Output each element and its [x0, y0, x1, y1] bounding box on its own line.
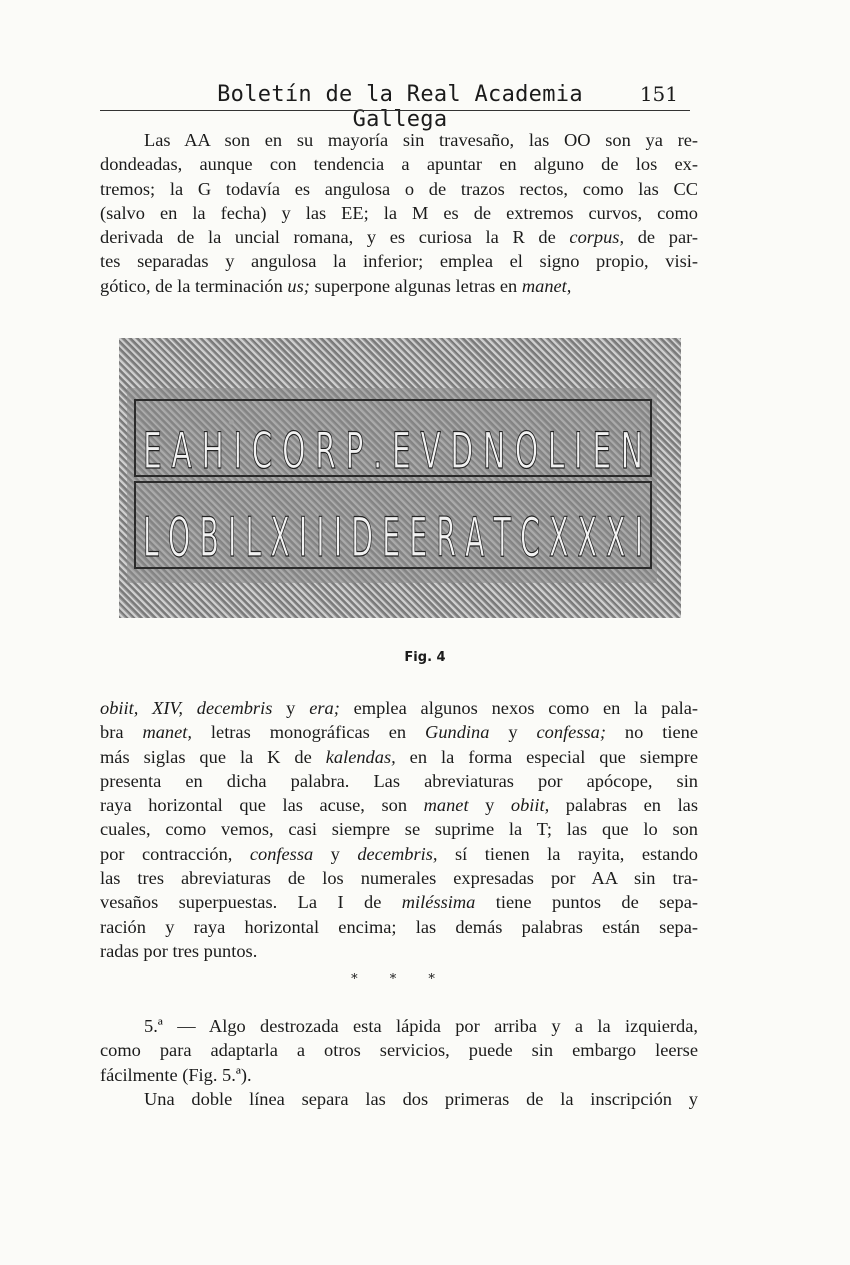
text-line: como para adaptarla a otros servicios, puede sin embargo leerse: [100, 1040, 698, 1061]
text-line: bra manet, letras monográficas en Gundina y confessa; no tiene: [100, 722, 699, 743]
running-header: [100, 76, 700, 132]
text-line: ración y raya horizontal encima; las demás palabras están sepa-: [100, 916, 698, 937]
stone-inscription-figure: [119, 338, 681, 618]
text-line: más siglas que la K de kalendas, en la forma especial que siempre: [100, 746, 698, 767]
text-line: tremos; la G todavía es angulosa o de trazos rectos, como las CC: [100, 178, 698, 199]
paragraph-double-line: [100, 1087, 698, 1111]
paragraph-abbreviations: [100, 696, 698, 963]
text-line: raya horizontal que las acuse, son manet y obiit, palabras en las: [100, 795, 699, 816]
text-line: derivada de la uncial romana, y es curiosa la R de corpus, de par-: [100, 227, 698, 248]
text-line: (salvo en la fecha) y las EE; la M es de extremos curvos, como: [100, 202, 698, 223]
running-title: Boletín de la Real Academia Gallega: [217, 82, 583, 132]
text-line: radas por tres puntos.: [100, 940, 258, 961]
paragraph-letter-forms: [100, 128, 698, 298]
text-line: Una doble línea separa las dos primeras de la inscripción y: [144, 1089, 698, 1109]
text-line: las tres abreviaturas de los numerales expresadas por AA sin tra-: [100, 868, 698, 889]
figure-caption: Fig. 4: [404, 650, 446, 665]
text-line: presenta en dicha palabra. Las abreviaturas por apócope, sin: [100, 770, 698, 791]
inscription-line-1: E A H I C O R P . E V D N O L I E N: [143, 422, 643, 480]
text-line: vesaños superpuestas. La I de miléssima tiene puntos de sepa-: [100, 892, 698, 913]
text-line: Las AA son en su mayoría sin travesaño, las OO son ya re-: [144, 130, 698, 150]
text-line: tes separadas y angulosa la inferior; emplea el signo propio, visi-: [100, 251, 698, 272]
text-line: 5.ª — Algo destrozada esta lápida por arriba y a la izquierda,: [144, 1016, 698, 1036]
text-line: por contracción, confessa y decembris, sí tienen la rayita, estando: [100, 843, 698, 864]
text-line: fácilmente (Fig. 5.ª).: [100, 1064, 252, 1085]
section-separator: * * *: [351, 972, 449, 987]
header-rule: [100, 110, 690, 111]
text-line: cuales, como vemos, casi siempre se suprime la T; las que lo son: [100, 819, 698, 840]
paragraph-section-5: [100, 1014, 698, 1087]
text-line: gótico, de la terminación us; superpone algunas letras en manet,: [100, 275, 572, 296]
text-line: dondeadas, aunque con tendencia a apuntar en alguno de los ex-: [100, 154, 698, 175]
text-line: obiit, XIV, decembris y era; emplea algunos nexos como en la pala-: [100, 698, 698, 718]
page-number: 151: [639, 82, 678, 106]
inscription-line-2: L O B I L X I I I D E E R A T C X X X I: [143, 506, 643, 569]
inscription-photo: [119, 338, 681, 618]
